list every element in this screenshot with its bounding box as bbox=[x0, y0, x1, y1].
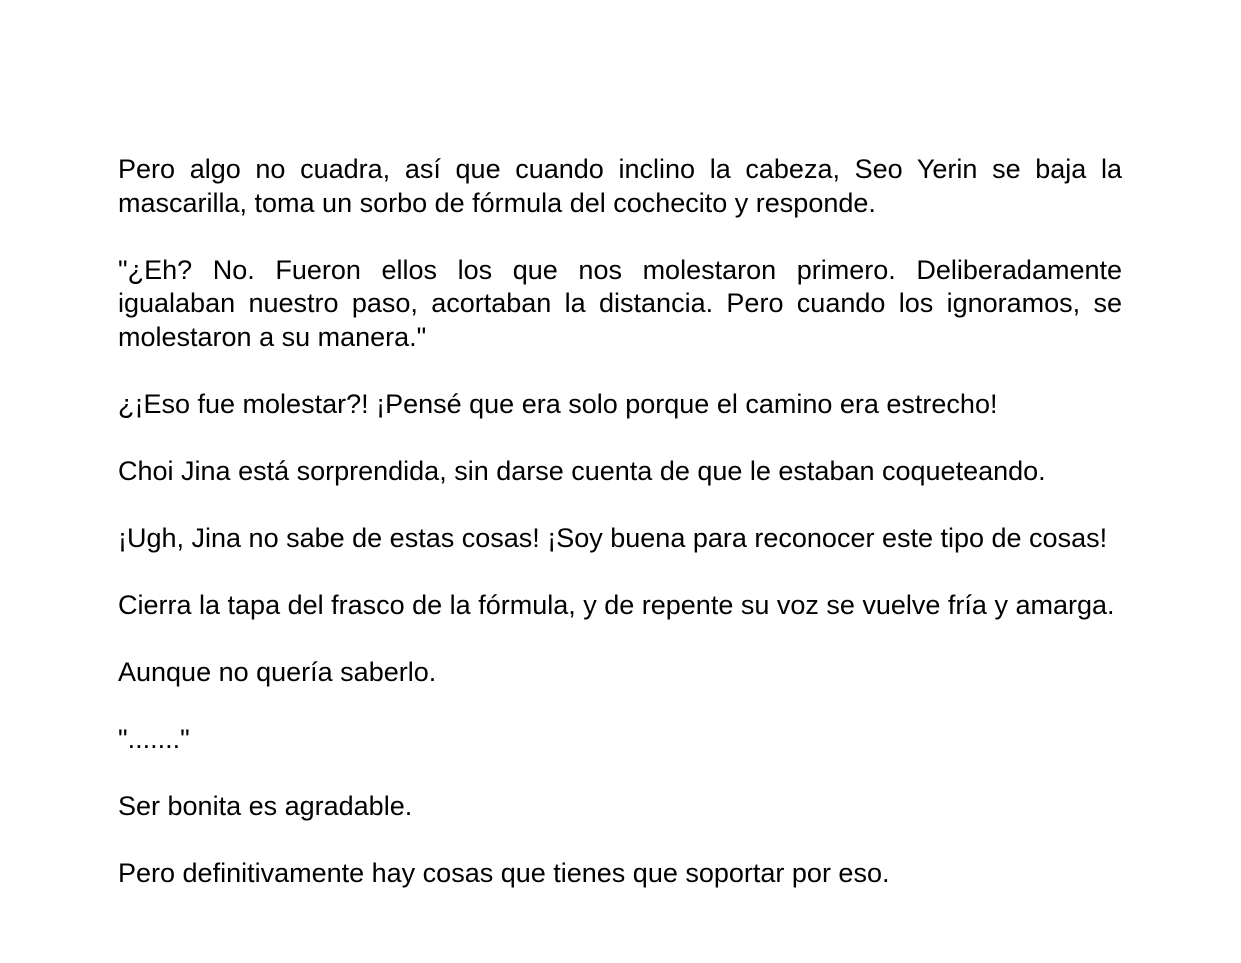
paragraph: Pero algo no cuadra, así que cuando inclino la cabeza, Seo Yerin se baja la mascarilla, toma un sorbo de fórmula del cochecito y responde. bbox=[118, 154, 1122, 218]
paragraph: "¿Eh? No. Fueron ellos los que nos molestaron primero. Deliberadamente igualaban nuestro paso, acortaban la distancia. Pero cuando los ignoramos, se molestaron a su manera." bbox=[118, 254, 1122, 352]
paragraph: ¡Ugh, Jina no sabe de estas cosas! ¡Soy buena para reconocer este tipo de cosas! bbox=[118, 522, 1108, 553]
paragraph: "......." bbox=[118, 723, 190, 754]
document-body bbox=[118, 153, 1122, 890]
paragraph: Aunque no quería saberlo. bbox=[118, 656, 437, 687]
paragraph: Ser bonita es agradable. bbox=[118, 790, 413, 821]
paragraph: Cierra la tapa del frasco de la fórmula, y de repente su voz se vuelve fría y amarga. bbox=[118, 589, 1115, 620]
paragraph: Choi Jina está sorprendida, sin darse cuenta de que le estaban coqueteando. bbox=[118, 455, 1046, 486]
paragraph: Pero definitivamente hay cosas que tienes que soportar por eso. bbox=[118, 857, 890, 888]
paragraph: ¿¡Eso fue molestar?! ¡Pensé que era solo porque el camino era estrecho! bbox=[118, 388, 998, 419]
